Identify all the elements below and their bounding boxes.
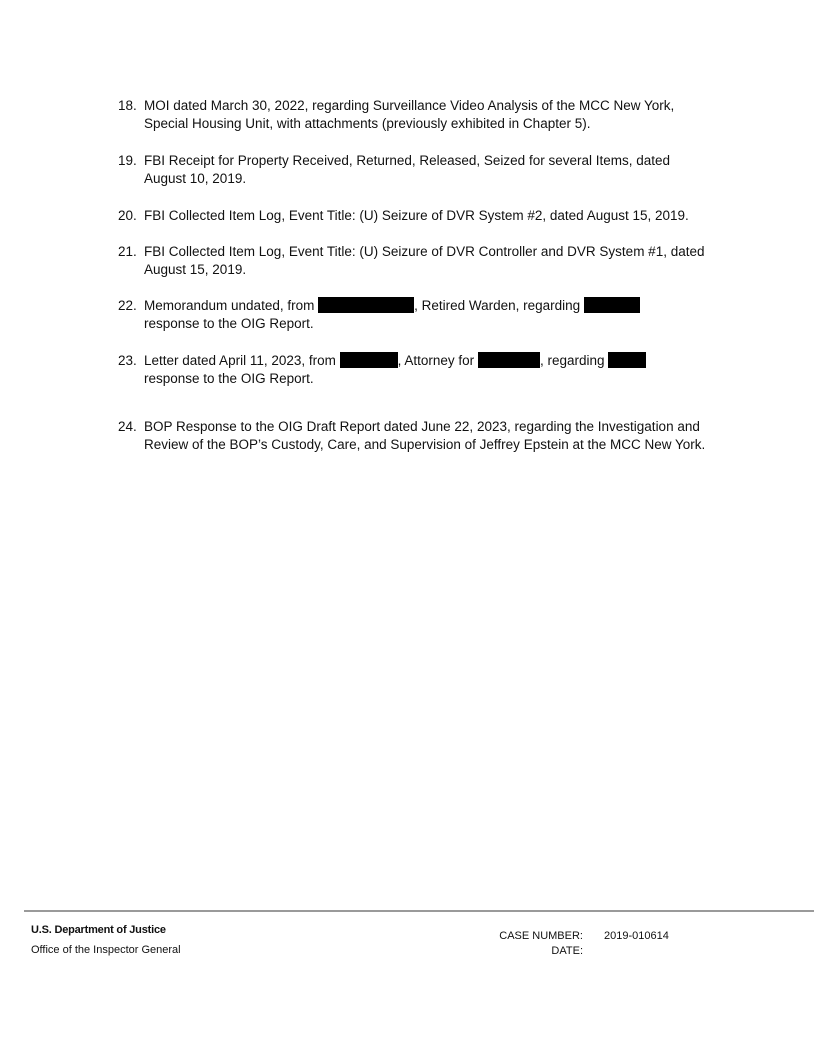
exhibit-list	[0, 0, 816, 480]
item-number: 20.	[118, 208, 137, 223]
item-text-segment: Letter dated April 11, 2023, from	[144, 353, 336, 368]
item-number: 22.	[118, 298, 137, 313]
redaction-box	[584, 297, 640, 313]
redaction-box	[318, 297, 414, 313]
item-number: 24.	[118, 419, 137, 434]
item-text-line-1: BOP Response to the OIG Draft Report dated June 22, 2023, regarding the Investigation and	[144, 419, 700, 434]
item-text-line-1: FBI Collected Item Log, Event Title: (U) Seizure of DVR Controller and DVR System #1, dated	[144, 244, 705, 259]
item-text-segment: , regarding	[539, 353, 605, 368]
item-number: 21.	[118, 244, 137, 259]
item-text-line-2: August 15, 2019.	[144, 262, 247, 277]
redaction-box	[340, 352, 398, 368]
item-number: 23.	[118, 353, 137, 368]
item-text-segment: , Retired Warden, regarding	[414, 298, 581, 313]
case-number-value: 2019-010614	[604, 930, 669, 942]
item-text-segment: Memorandum undated, from	[144, 298, 315, 313]
office-name: Office of the Inspector General	[31, 944, 181, 956]
page-footer	[0, 912, 816, 972]
date-label: DATE:	[551, 945, 583, 957]
item-text-line-1	[144, 297, 640, 315]
item-text-line-1: MOI dated March 30, 2022, regarding Surveillance Video Analysis of the MCC New York,	[144, 98, 675, 113]
item-text-line-1: FBI Receipt for Property Received, Returned, Released, Seized for several Items, dated	[144, 153, 671, 168]
item-text-segment: , Attorney for	[397, 353, 475, 368]
item-text-line-2: response to the OIG Report.	[144, 371, 314, 386]
item-text-line-2: Special Housing Unit, with attachments (previously exhibited in Chapter 5).	[144, 116, 591, 131]
item-text-line-2: August 10, 2019.	[144, 171, 247, 186]
item-text-line-2: Review of the BOP’s Custody, Care, and Supervision of Jeffrey Epstein at the MCC New York.	[144, 437, 706, 452]
item-text-line-1	[144, 352, 646, 370]
department-name: U.S. Department of Justice	[31, 924, 166, 936]
item-text-line-2: response to the OIG Report.	[144, 316, 314, 331]
redaction-box	[478, 352, 540, 368]
item-number: 18.	[118, 98, 137, 113]
case-number-label: CASE NUMBER:	[499, 930, 583, 942]
item-number: 19.	[118, 153, 137, 168]
redaction-box	[608, 352, 646, 368]
item-text-line-1: FBI Collected Item Log, Event Title: (U) Seizure of DVR System #2, dated August 15, 2019.	[144, 208, 689, 223]
